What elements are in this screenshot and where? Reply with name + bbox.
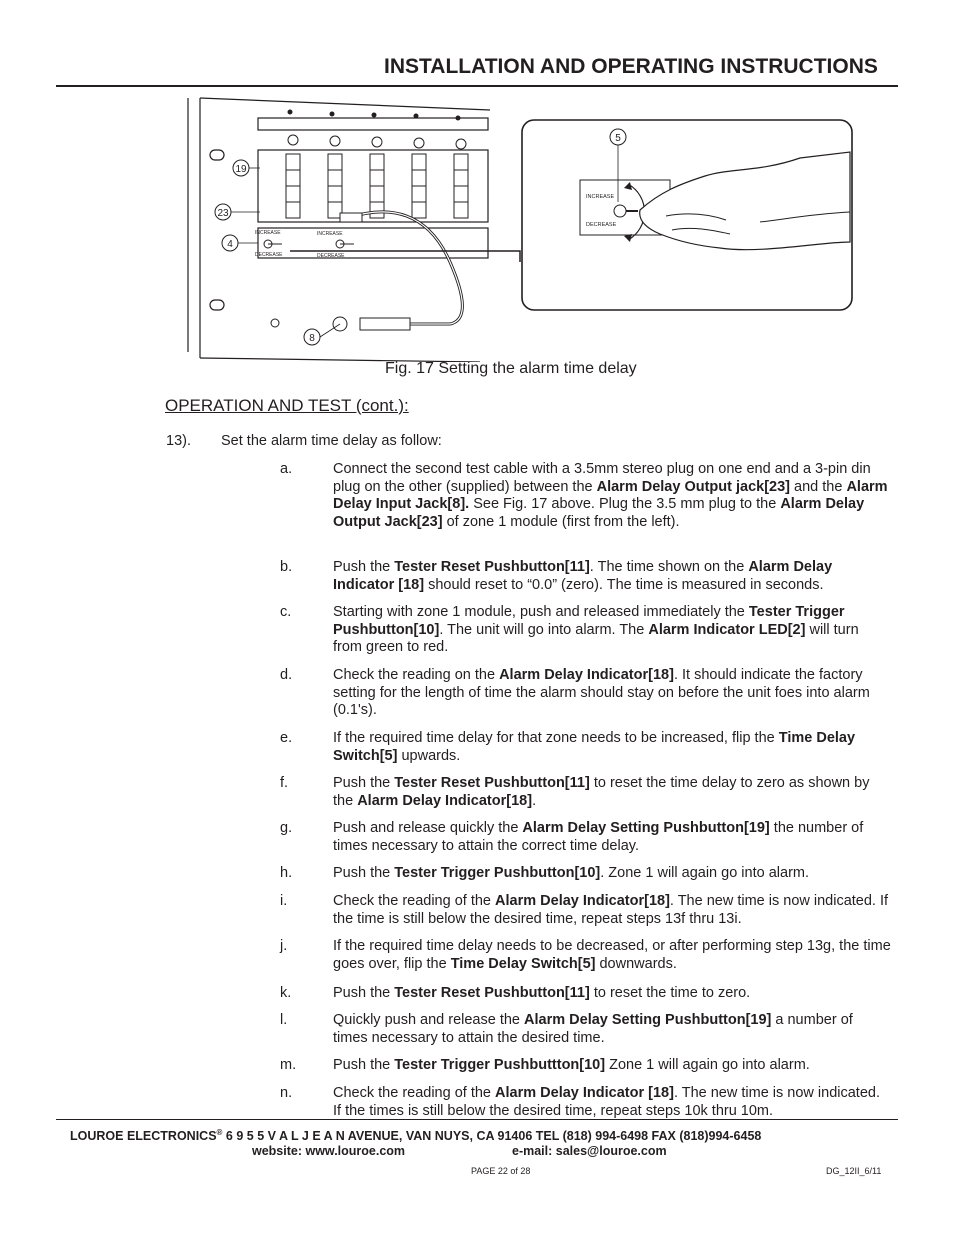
step-text: Quickly push and release the Alarm Delay Setting Pushbutton[19] a number of times necessary to attain the desired time. bbox=[333, 1012, 853, 1046]
step-text: Starting with zone 1 module, push and released immediately the Tester Trigger Pushbutton[10]. The unit will go into alarm. The Alarm Indicator LED[2] will turn from green to red. bbox=[333, 604, 859, 655]
step-text: Check the reading of the Alarm Delay Indicator[18]. The new time is now indicated. If the time is still below the desired time, repeat steps 13f thru 13i. bbox=[333, 893, 889, 927]
callout-5: 5 bbox=[615, 133, 621, 144]
panel-screw bbox=[271, 319, 279, 327]
document-code: DG_12II_6/11 bbox=[826, 1166, 882, 1176]
inset-increase-label: INCREASE bbox=[586, 194, 615, 200]
company-address: 6 9 5 5 V A L J E A N AVENUE, VAN NUYS, CA 91406 TEL (818) 994-6498 FAX (818)994-6458 bbox=[222, 1129, 762, 1144]
component-reference: Time Delay Switch[5] bbox=[333, 730, 856, 764]
step-text: Connect the second test cable with a 3.5mm stereo plug on one end and a 3-pin din plug on the other (supplied) between the Alarm Delay Output jack[23] and the Alarm Delay Input Jack[8]. See Fig. 17 above. Plug the 3.5 mm plug to the Alarm Delay Output Jack[23] of zone 1 module (first from the left). bbox=[333, 461, 888, 530]
component-reference: Tester Trigger Pushbutton[10] bbox=[394, 865, 601, 881]
step-letter: h. bbox=[280, 865, 293, 881]
component-reference: Alarm Delay Indicator[18] bbox=[495, 893, 670, 909]
page-title: INSTALLATION AND OPERATING INSTRUCTIONS bbox=[384, 55, 878, 78]
step-text: Push the Tester Reset Pushbutton[11]. The time shown on the Alarm Delay Indicator [18] should reset to “0.0” (zero). The time is measured in seconds. bbox=[333, 559, 833, 593]
step-text: Push and release quickly the Alarm Delay Setting Pushbutton[19] the number of times necessary to attain the correct time delay. bbox=[333, 820, 864, 854]
footer-divider bbox=[56, 1119, 898, 1120]
module-col-2 bbox=[328, 136, 342, 218]
step-letter: g. bbox=[280, 820, 293, 836]
company-name: LOUROE ELECTRONICS bbox=[70, 1129, 217, 1144]
step-text: If the required time delay for that zone needs to be increased, flip the Time Delay Switch[5] upwards. bbox=[333, 730, 856, 764]
callout-4: 4 bbox=[227, 239, 233, 250]
component-reference: Alarm Delay Setting Pushbutton[19] bbox=[522, 820, 770, 836]
figure-17 bbox=[160, 92, 860, 362]
step-letter: i. bbox=[280, 893, 288, 909]
section-heading: OPERATION AND TEST (cont.): bbox=[165, 396, 409, 415]
step-letter: f. bbox=[280, 775, 289, 791]
component-reference: Tester Trigger Pushbuttton[10] bbox=[394, 1057, 606, 1073]
switch-panel bbox=[258, 228, 488, 258]
step-letter: e. bbox=[280, 730, 293, 746]
step-letter: d. bbox=[280, 667, 293, 683]
rack-top-edge bbox=[200, 98, 490, 110]
callout-19: 19 bbox=[235, 164, 247, 175]
inset-decrease-label: DECREASE bbox=[586, 222, 617, 228]
panel-decrease-label-2: DECREASE bbox=[317, 253, 345, 259]
component-reference: Alarm Indicator LED[2] bbox=[648, 621, 806, 638]
panel-increase-label-1: INCREASE bbox=[255, 230, 281, 236]
step-letter: l. bbox=[280, 1012, 288, 1028]
component-reference: Time Delay Switch[5] bbox=[450, 955, 596, 972]
step-letter: a. bbox=[280, 461, 293, 477]
footer-website: website: www.louroe.com bbox=[252, 1144, 406, 1158]
step-letter: j. bbox=[280, 938, 288, 954]
header-divider bbox=[56, 85, 898, 87]
step-text: Push the Tester Reset Pushbutton[11] to reset the time delay to zero as shown by the Alarm Delay Indicator[18]. bbox=[333, 775, 870, 809]
step-text: Check the reading on the Alarm Delay Indicator[18]. It should indicate the factory setting for the length of time the alarm should stay on before the unit foes into alarm (0.1's). bbox=[333, 667, 870, 718]
step-intro: Set the alarm time delay as follow: bbox=[221, 433, 442, 449]
step-letter: k. bbox=[280, 985, 292, 1001]
component-reference: Alarm Delay Output Jack[23] bbox=[333, 496, 865, 530]
step-text: Push the Tester Reset Pushbutton[11] to reset the time to zero. bbox=[333, 985, 751, 1001]
component-reference: Tester Reset Pushbutton[11] bbox=[394, 775, 590, 791]
test-cable bbox=[348, 212, 462, 324]
component-reference: Tester Reset Pushbutton[11] bbox=[394, 559, 590, 575]
module-col-1 bbox=[286, 135, 300, 218]
component-reference: Alarm Delay Indicator[18] bbox=[357, 792, 533, 809]
step-letter: n. bbox=[280, 1085, 293, 1101]
step-letter: m. bbox=[280, 1057, 297, 1073]
setting-alarm-delay-illustration bbox=[160, 92, 860, 362]
page-number: PAGE 22 of 28 bbox=[471, 1166, 531, 1176]
din-plug bbox=[360, 318, 410, 330]
rack-slot-top bbox=[210, 150, 224, 160]
rack-top-rail bbox=[258, 118, 488, 130]
component-reference: Tester Trigger Pushbutton[10] bbox=[333, 604, 845, 638]
callout-23: 23 bbox=[217, 208, 229, 219]
panel-decrease-label-1: DECREASE bbox=[255, 252, 283, 258]
figure-caption: Fig. 17 Setting the alarm time delay bbox=[385, 360, 637, 377]
step-text: Push the Tester Trigger Pushbuttton[10] Zone 1 will again go into alarm. bbox=[333, 1057, 810, 1073]
module-col-5 bbox=[454, 139, 468, 218]
rack-slot-bottom bbox=[210, 300, 224, 310]
step-text: Push the Tester Trigger Pushbutton[10]. Zone 1 will again go into alarm. bbox=[333, 865, 809, 881]
registered-mark: ® bbox=[216, 1128, 223, 1137]
component-reference: Alarm Delay Indicator[18] bbox=[499, 667, 674, 683]
component-reference: Alarm Delay Output jack[23] bbox=[596, 478, 791, 495]
step-letter: b. bbox=[280, 559, 293, 575]
component-reference: Alarm Delay Indicator [18] bbox=[333, 559, 833, 593]
step-text: If the required time delay needs to be decreased, or after performing step 13g, the time goes over, flip the Time Delay Switch[5] downwards. bbox=[333, 938, 891, 972]
footer-address bbox=[70, 1128, 884, 1143]
component-reference: Tester Reset Pushbutton[11] bbox=[394, 985, 590, 1001]
component-reference: Alarm Delay Input Jack[8]. bbox=[333, 478, 888, 512]
module-col-3 bbox=[370, 137, 384, 218]
component-reference: Alarm Delay Indicator [18] bbox=[495, 1085, 674, 1101]
callout-8: 8 bbox=[309, 333, 315, 344]
step-text: Check the reading of the Alarm Delay Indicator [18]. The new time is now indicated. If the times is still below the desired time, repeat steps 10k thru 10m. bbox=[333, 1085, 880, 1119]
stereo-plug bbox=[340, 213, 362, 222]
footer-email: e-mail: sales@louroe.com bbox=[512, 1144, 667, 1158]
step-number: 13). bbox=[166, 433, 191, 449]
component-reference: Alarm Delay Setting Pushbutton[19] bbox=[524, 1012, 772, 1028]
step-letter: c. bbox=[280, 604, 292, 620]
panel-increase-label-2: INCREASE bbox=[317, 231, 343, 237]
